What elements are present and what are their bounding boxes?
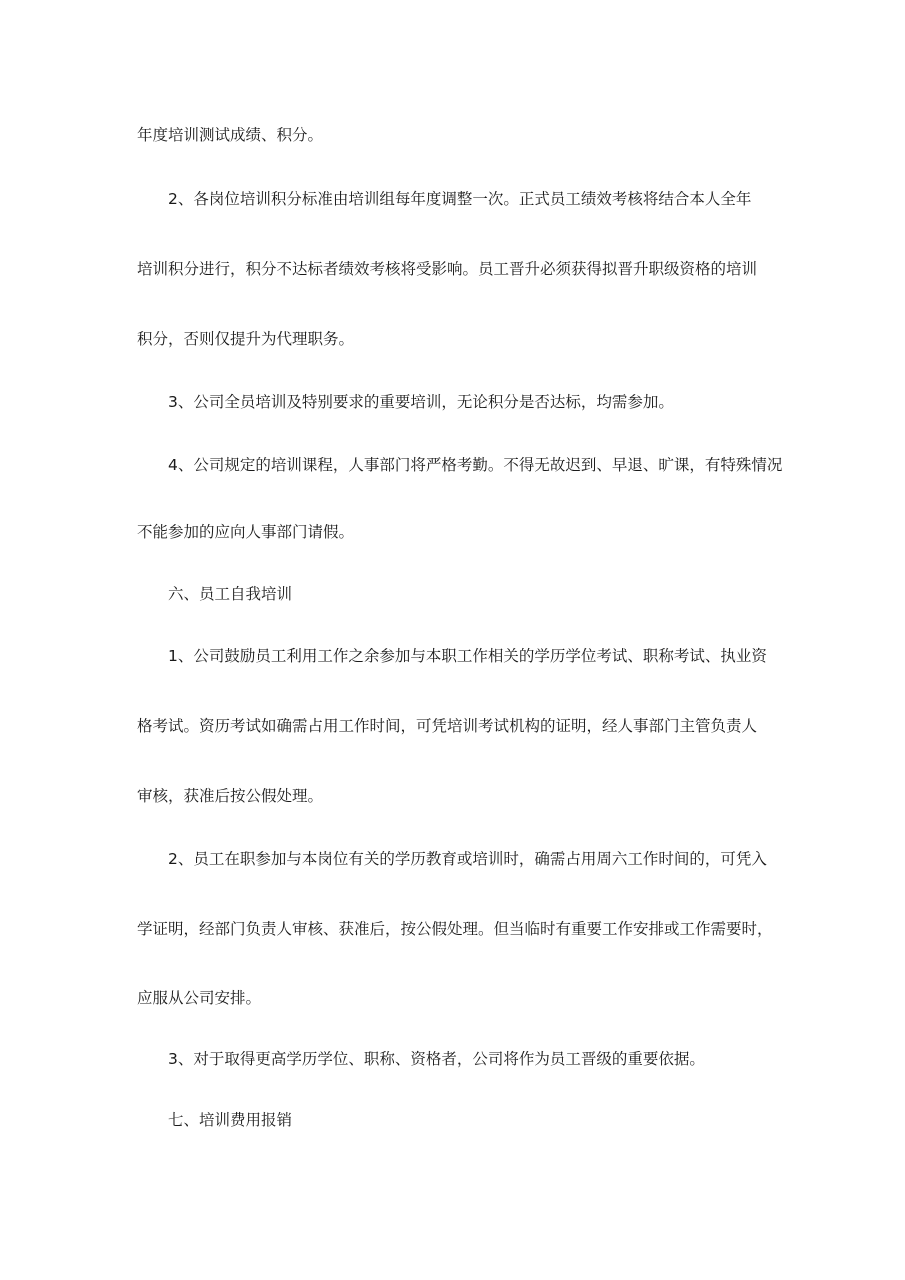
paragraph-line: 2、各岗位培训积分标准由培训组每年度调整一次。正式员工绩效考核将结合本人全年 — [168, 190, 752, 208]
paragraph-line: 应服从公司安排。 — [137, 989, 262, 1007]
paragraph-line: 格考试。资历考试如确需占用工作时间，可凭培训考试机构的证明，经人事部门主管负责人 — [137, 717, 758, 735]
paragraph-line: 积分，否则仅提升为代理职务。 — [137, 330, 355, 348]
paragraph-line: 3、公司全员培训及特别要求的重要培训，无论积分是否达标，均需参加。 — [168, 393, 674, 411]
paragraph-line: 4、公司规定的培训课程，人事部门将严格考勤。不得无故迟到、早退、旷课，有特殊情况 — [168, 456, 783, 474]
paragraph-line: 学证明，经部门负责人审核、获准后，按公假处理。但当临时有重要工作安排或工作需要时， — [137, 920, 773, 938]
paragraph-line: 3、对于取得更高学历学位、职称、资格者，公司将作为员工晋级的重要依据。 — [168, 1050, 705, 1068]
section-heading: 七、培训费用报销 — [168, 1111, 293, 1129]
paragraph-line: 2、员工在职参加与本岗位有关的学历教育或培训时，确需占用周六工作时间的，可凭入 — [168, 850, 767, 868]
paragraph-line: 不能参加的应向人事部门请假。 — [137, 523, 355, 541]
paragraph-line: 年度培训测试成绩、积分。 — [137, 126, 324, 144]
paragraph-line: 审核，获准后按公假处理。 — [137, 787, 324, 805]
paragraph-line: 培训积分进行，积分不达标者绩效考核将受影响。员工晋升必须获得拟晋升职级资格的培训 — [137, 260, 758, 278]
paragraph-line: 1、公司鼓励员工利用工作之余参加与本职工作相关的学历学位考试、职称考试、执业资 — [168, 647, 767, 665]
section-heading: 六、员工自我培训 — [168, 585, 293, 603]
